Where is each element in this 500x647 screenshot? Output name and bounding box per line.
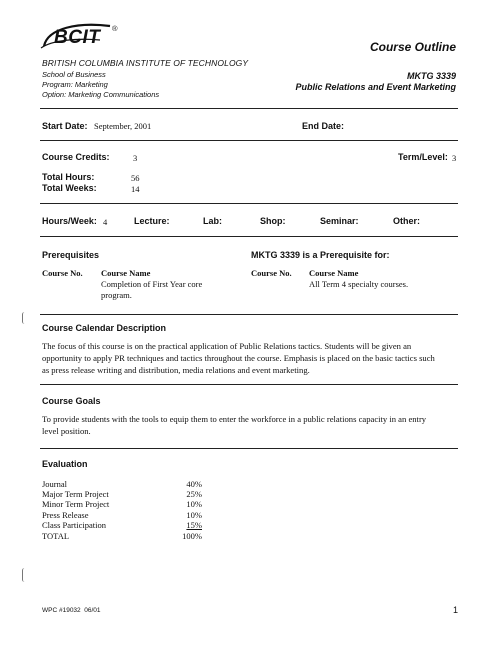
divider [40,108,458,109]
evaluation-item-label: Class Participation [42,520,106,530]
prereq-for-col-course-name: Course Name [309,268,359,278]
program-name: Program: Marketing [42,80,108,89]
bcit-logo [38,20,118,50]
form-code: WPC #19032 06/01 [42,607,101,614]
scan-mark [22,312,27,324]
prereq-for-heading: MKTG 3339 is a Prerequisite for: [251,250,390,260]
evaluation-item-value: 10% [186,499,202,509]
prereq-col-course-name: Course Name [101,268,151,278]
evaluation-row [42,510,202,520]
end-date-label: End Date: [302,121,345,131]
term-level-label: Term/Level: [398,152,448,162]
course-code: MKTG 3339 [406,71,456,81]
divider [40,314,458,315]
evaluation-item-value: 25% [186,489,202,499]
registered-mark: ® [112,24,118,33]
evaluation-row [42,489,202,499]
divider [40,384,458,385]
lab-label: Lab: [203,216,222,226]
prerequisites-heading: Prerequisites [42,250,100,260]
divider [40,140,458,141]
calendar-line-2: opportunity to apply PR techniques and tactics throughout the course. Emphasis is placed on the basic tactics such [42,353,435,363]
prereq-course-name-line2: program. [101,290,132,300]
logo-text: BCIT [54,27,101,48]
option-name: Option: Marketing Communications [42,90,160,99]
prereq-for-col-course-no: Course No. [251,268,292,278]
calendar-line-1: The focus of this course is on the practical application of Public Relations tactics. Students will be given an [42,341,412,351]
evaluation-item-value: 10% [186,510,202,520]
evaluation-item-value: 40% [186,479,202,489]
total-hours-value: 56 [131,173,140,183]
lecture-label: Lecture: [134,216,170,226]
hours-week-label: Hours/Week: [42,216,97,226]
evaluation-row [42,520,202,530]
divider [40,448,458,449]
institute-name: BRITISH COLUMBIA INSTITUTE OF TECHNOLOGY [42,58,249,68]
start-date-value: September, 2001 [94,121,152,131]
evaluation-item-label: Press Release [42,510,89,520]
goals-line-2: level position. [42,426,91,436]
scan-mark [22,568,27,582]
other-label: Other: [393,216,420,226]
calendar-body [42,340,462,376]
total-weeks-value: 14 [131,184,140,194]
seminar-label: Seminar: [320,216,359,226]
page-number: 1 [452,605,458,615]
prereq-col-course-no: Course No. [42,268,83,278]
evaluation-item-label: Major Term Project [42,489,109,499]
credits-label: Course Credits: [42,152,110,162]
divider [40,236,458,237]
total-weeks-label: Total Weeks: [42,183,97,193]
evaluation-item-label: TOTAL [42,531,70,541]
calendar-heading: Course Calendar Description [42,323,167,333]
credits-value: 3 [133,153,138,163]
goals-body [42,413,462,437]
course-title: Public Relations and Event Marketing [295,82,456,92]
divider [40,203,458,204]
prereq-for-course-name: All Term 4 specialty courses. [309,279,409,289]
evaluation-heading: Evaluation [42,459,88,469]
hours-week-value: 4 [103,217,108,227]
doc-type-title: Course Outline [369,40,456,54]
start-date-label: Start Date: [42,121,88,131]
evaluation-item-label: Journal [42,479,68,489]
prereq-course-name-line1: Completion of First Year core [101,279,203,289]
school-name: School of Business [42,70,106,79]
term-level-value: 3 [452,153,457,163]
evaluation-item-value: 100% [182,531,202,541]
shop-label: Shop: [260,216,286,226]
calendar-line-3: as press release writing and distribution, media relations and event marketing. [42,365,310,375]
evaluation-row [42,479,202,489]
total-hours-label: Total Hours: [42,172,95,182]
evaluation-item-label: Minor Term Project [42,499,110,509]
evaluation-row [42,499,202,509]
goals-heading: Course Goals [42,396,101,406]
evaluation-item-value: 15% [186,520,202,530]
evaluation-row [42,531,202,541]
goals-line-1: To provide students with the tools to equip them to enter the workforce in a public relations capacity in an entry [42,414,427,424]
